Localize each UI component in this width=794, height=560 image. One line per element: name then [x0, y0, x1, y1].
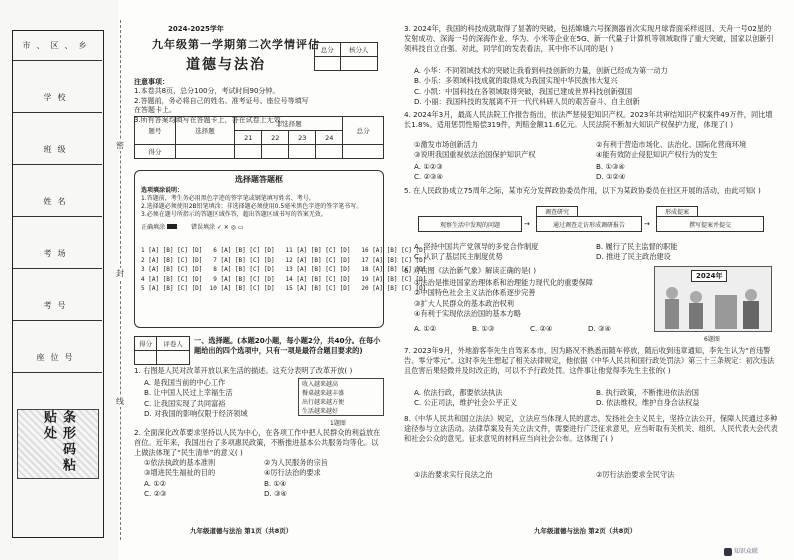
field-label: 考号 [43, 301, 72, 310]
q4-option-b[interactable]: B. ①③④ [596, 162, 625, 171]
field-label: 市、区、乡 [22, 41, 93, 50]
instructions-label: 选项填涂说明： [141, 187, 184, 194]
cartoon-figures-icon [659, 281, 769, 331]
q5-stem: 5. 在人民政协成立75周年之际，某市充分发挥政协委员作用，以下为某政协委员在社区开展的活动，由此可知( ) [404, 186, 761, 195]
score-box-label: 核分人 [340, 43, 377, 57]
score-cell[interactable] [316, 145, 343, 159]
cut-line [120, 20, 121, 540]
q4-choices [414, 162, 778, 183]
watermark-text: 知识众联 [733, 548, 758, 555]
instruction-item: 2.选择题必须使用2B铅笔填涂；非选择题必须使用0.5毫米黑色字迹的签字笔书写。 [141, 203, 363, 211]
filled-bubble-icon [167, 224, 177, 229]
bubble-grid[interactable] [135, 232, 427, 317]
q6-option-c[interactable]: C. ②④ [530, 324, 553, 333]
instruction-item: 1.答题前，考生务必用黑色字迹的签字笔或钢笔填写姓名、考号。 [141, 195, 315, 203]
score-cell[interactable] [175, 145, 235, 159]
grader-box [134, 336, 190, 365]
q4-statement: ②有利于营造市场化、法治化、国际化营商环境 [596, 140, 747, 149]
q3-options [414, 66, 778, 108]
q2-statement: ④厉行法治的要求 [264, 468, 321, 478]
score-table-header: 选择题 [175, 117, 235, 145]
cartoon-banner: 2024年 [691, 270, 727, 282]
subject-title: 道德与法治 [186, 57, 266, 73]
score-table-header: 题号 [135, 117, 176, 145]
q1-image [298, 378, 384, 416]
q1-option-c[interactable]: C. 让我国实现了共同富裕 [144, 398, 226, 408]
q1-image-line: 餐桌越来越丰盛 [302, 390, 345, 397]
bubble-row[interactable]: 5 [A] [B] [C] [D] 10 [A] [B] [C] [D] 15 [A] [B] [C] [D] 20 [A] [B] [C] [D] [141, 285, 427, 293]
answer-card [134, 170, 427, 328]
note-item: 1.本卷共8页，总分100分，考试时间90分钟。 [134, 87, 280, 96]
q4-stem: 4. 2024年3月，最高人民法院工作报告指出，依法严惩侵犯知识产权。2023年共审结知识产权案件49万件，同比增长1.8%。适用惩罚性赔偿319件，判赔金额11.6亿元。人民法院不断加大知识产权保护力度，体现了( ) [404, 110, 773, 130]
score-table-header: 非选择题 [235, 117, 343, 131]
q2-statement: ③增进民生福祉的目的 [144, 468, 216, 478]
score-box-cell[interactable] [340, 57, 377, 71]
bubble-row[interactable]: 4 [A] [B] [C] [D] 9 [A] [B] [C] [D] 14 [A] [B] [C] [D] 19 [A] [B] [C] [D] [141, 275, 427, 283]
q2-option-b[interactable]: B. ①④ [264, 478, 287, 488]
q1-image-line: 生活越来越好 [302, 408, 339, 415]
page-footer: 九年级道德与法治 第2页（共8页） [534, 527, 637, 535]
q3-option-a[interactable]: A. 小华：不同领域技术的突破让我看到科技创新的力量，创新已经成为第一动力 [414, 66, 668, 75]
q6-option-b[interactable]: B. ①③ [472, 324, 495, 333]
field-label: 姓名 [43, 197, 72, 206]
correct-fill-label: 正确填涂 [141, 224, 166, 232]
q4-option-a[interactable]: A. ①②③ [414, 162, 443, 171]
q4-statement: ①激发市场创新活力 [414, 140, 478, 149]
arrow-right-icon: → [524, 220, 530, 228]
q1-options [144, 378, 284, 420]
q6-cartoon-image [654, 266, 772, 332]
arrow-right-icon: → [644, 220, 650, 228]
score-table-col: 24 [316, 131, 343, 145]
q4-statement: ④能有效防止侵犯知识产权行为的发生 [596, 150, 718, 160]
field-exam-number[interactable] [13, 291, 102, 321]
q7-option-d[interactable]: D. 依法维权，维护自身合法权益 [596, 398, 700, 408]
section1-title: 一、选择题。(本题20小题，每小题2分，共40分。在每小题给出的四个选项中，只有一项是最符合题目要求的) [194, 336, 381, 356]
q2-statements [144, 458, 384, 500]
score-cell[interactable] [262, 145, 289, 159]
q5-option-d[interactable]: D. 推进了民主政治建设 [596, 252, 671, 262]
instruction-item: 3.必须在题号所指示的答题区域作答，超出答题区域书写的答案无效。 [141, 211, 327, 219]
q6-option-d[interactable]: D. ③④ [588, 324, 611, 333]
q4-option-c[interactable]: C. ②③④ [414, 172, 443, 182]
q7-option-b[interactable]: B. 执行政策，不断推进依法治国 [596, 388, 699, 397]
score-row-label: 得分 [135, 145, 176, 159]
field-label: 座位号 [36, 353, 79, 362]
q1-option-b[interactable]: B. 让中国人民过上幸福生活 [144, 388, 233, 398]
correct-fill-example [141, 222, 177, 231]
flow-box: 通过调查走访形成调研报告 [536, 216, 642, 232]
q5-option-c[interactable]: C. 认识了基层民主制度优势 [414, 252, 503, 262]
q2-option-c[interactable]: C. ②③ [144, 489, 167, 499]
q5-option-b[interactable]: B. 履行了民主监督的职能 [596, 242, 678, 251]
q6-statements [414, 278, 646, 320]
q2-statement: ①依法执政的基本准则 [144, 458, 216, 467]
q1-option-d[interactable]: D. 对我国的影响仅限于经济领域 [144, 409, 248, 419]
q6-caption: 6题图 [704, 336, 720, 343]
flow-box: 撰写提案并提交 [656, 216, 764, 232]
field-class[interactable] [13, 135, 102, 165]
q1-image-line: 收入越来越高 [302, 381, 339, 388]
bubble-row[interactable]: 3 [A] [B] [C] [D] 8 [A] [B] [C] [D] 13 [A] [B] [C] [D] 18 [A] [B] [C] [D] [141, 266, 427, 274]
q7-option-c[interactable]: C. 公正司法，维护社会公平正义 [414, 398, 518, 408]
score-table-col: 21 [235, 131, 262, 145]
score-table [134, 116, 384, 159]
field-region[interactable] [13, 31, 102, 61]
q3-stem: 3. 2024年，我国的科技成就取得了显著的突破，包括嫦娥六号探测器首次实现月球背面采样返回、天舟一号02星的发射成功、深海一号的深海作业、华为、小米等企业在5G、新一代量子计算机等领域取得了重大突破，国家以创新引领科技自立自强。对此，同学们的发表看法，其中你不认同的是( ) [404, 24, 774, 54]
cut-mark-seal: 密 [116, 141, 124, 150]
q4-statements [414, 140, 778, 161]
score-table-header: 总分 [343, 117, 384, 145]
score-table-col: 22 [262, 131, 289, 145]
field-seat-number[interactable] [13, 343, 102, 373]
total-score-box [314, 42, 378, 71]
page-footer: 九年级道德与法治 第1页（共8页） [190, 527, 293, 535]
q8-stem: 8.《中华人民共和国立法法》规定，立法应当体现人民的意志，发扬社会主义民主，坚持立法公开，保障人民通过多种途径参与立法活动。法律草案及有关立法文件，需要进行广泛征求意见，应当听取有关机关、组织、人民代表大会代表和社会公众的意见。征求意见的材料应当向社会公布。这体现了( ) [404, 414, 778, 444]
score-cell[interactable] [289, 145, 316, 159]
field-exam-room[interactable] [13, 239, 102, 269]
exam-title: 九年级第一学期第二次学情评估 [152, 38, 320, 51]
q8-statements [414, 470, 778, 480]
q6-choices [414, 324, 646, 334]
score-box-cell[interactable] [315, 57, 341, 71]
answer-card-title: 选择题答题框 [235, 175, 283, 184]
note-item: 2.答题前，务必将自己的姓名、准考证号、座位号等填写在答题卡上。 [134, 96, 309, 115]
score-table-col: 23 [289, 131, 316, 145]
bubble-row[interactable]: 1 [A] [B] [C] [D] 6 [A] [B] [C] [D] 11 [A] [B] [C] [D] 16 [A] [B] [C] [D] [141, 246, 427, 254]
q3-option-d[interactable]: D. 小丽：我国科技的发展离不开一代代科研人员的艰苦奋斗、自主创新 [414, 97, 640, 107]
q2-stem: 2. 全面深化改革要求坚持以人民为中心，在各项工作中把人民群众的利益放在首位。近年来，我国出台了多项惠民政策，不断推进基本公共服务均等化。以上做法体现了“民生清单”的意义( ) [134, 428, 381, 458]
notes-label: 注意事项： [134, 78, 169, 86]
flow-box: 观察生活中发现的问题 [418, 216, 522, 232]
wrong-fill-example: 错误填涂 ✓ ✕ ◎ ▭ [190, 224, 244, 232]
q1-option-a[interactable]: A. 是我国当前的中心工作 [144, 378, 226, 387]
logo-icon [724, 548, 732, 556]
q1-stem: 1. 右图是人民对改革开放以来生活的描述。这充分表明了改革开放( ) [134, 366, 353, 375]
q8-statement: ①法治要求实行良法之治 [414, 470, 493, 479]
score-box-label: 总分 [315, 43, 341, 57]
grader-label: 得分 [135, 337, 157, 351]
q4-option-d[interactable]: D. ①②④ [596, 172, 626, 182]
q4-statement: ③说明我国重视依法治国保护知识产权 [414, 150, 536, 160]
field-school[interactable] [13, 83, 102, 113]
cut-mark-envelope: 封 [116, 269, 124, 278]
q2-option-a[interactable]: A. ①② [144, 478, 167, 488]
grader-cell[interactable] [135, 351, 157, 365]
field-name[interactable] [13, 187, 102, 217]
score-cell[interactable] [343, 145, 384, 159]
bubble-row[interactable]: 2 [A] [B] [C] [D] 7 [A] [B] [C] [D] 12 [A] [B] [C] [D] 17 [A] [B] [C] [D] [141, 256, 427, 264]
page-1 [130, 20, 427, 540]
answer-card-instructions [135, 185, 383, 221]
q7-options [414, 388, 778, 409]
barcode-label: 条形码粘贴处 [41, 410, 75, 474]
field-label: 考场 [43, 249, 72, 258]
grader-cell[interactable] [157, 351, 190, 365]
note-item: 3.所有答案均填写在答题卡上，答在试卷上无效。 [134, 115, 288, 124]
q2-option-d[interactable]: D. ③④ [264, 489, 287, 499]
q1-image-line: 出行越来越方便 [302, 399, 345, 406]
q2-statement: ②为人民服务的宗旨 [264, 458, 328, 467]
binding-strip [0, 0, 118, 560]
q3-option-b[interactable]: B. 小乐：多领域科技成就的取得成为我国实现中华民族伟大复兴 [414, 76, 618, 86]
q6-stem: 6. 对右图《法治新气象》解读正确的是( ) [404, 266, 537, 275]
q3-option-c[interactable]: C. 小凯：中国科技在各领域取得突破，我国已建成世界科技创新强国 [414, 86, 633, 96]
page-2 [404, 20, 778, 540]
barcode-sticker-area [17, 409, 99, 479]
q6-option-a[interactable]: A. ①② [414, 324, 437, 333]
student-info-box [12, 30, 104, 538]
school-year: 2024-2025学年 [168, 25, 224, 33]
q7-option-a[interactable]: A. 依法行政，都要依法执法 [414, 388, 503, 397]
score-cell[interactable] [235, 145, 262, 159]
q6-statement: ③扩大人民群众的基本政治权利 [414, 298, 514, 308]
q6-statement: ①法治是推进国家治理体系和治理能力现代化的重要保障 [414, 278, 593, 287]
flow-step-label: 调查研究 [536, 206, 578, 217]
field-label: 学校 [43, 93, 72, 102]
field-label: 班级 [43, 145, 72, 154]
wrong-fill-label: 错误填涂 [190, 224, 215, 232]
cut-mark-line: 线 [116, 397, 124, 406]
q1-caption: 1题图 [330, 420, 346, 427]
grader-label: 评卷人 [157, 337, 190, 351]
q6-statement: ②中国特色社会主义法治体系逐步完善 [414, 288, 536, 298]
flow-step-label: 形成提案 [656, 206, 698, 217]
q5-options [414, 242, 778, 263]
q5-option-a[interactable]: A. 坚持中国共产党领导的多党合作制度 [414, 242, 539, 251]
q8-statement: ②厉行法治要求全民守法 [596, 470, 675, 479]
q7-stem: 7. 2023年9月，外地游客李先生自驾来本市，因为路况不熟悉而随车停放，随后收到违章通知，李先生认为“首违警告、零分零元”。这时李先生想起了相关法律规定，他依据《中华人民共和国行政处罚法》第三十三条规定：初次违法且危害后果轻微并及时改正的，可以不予行政处罚。这件事让他觉得李先生主张的( ) [404, 346, 775, 376]
fill-examples [135, 221, 383, 232]
q6-statement: ④有利于实现依法治国的基本方略 [414, 309, 522, 319]
q5-flowchart [418, 206, 768, 236]
watermark-logo [724, 546, 758, 556]
